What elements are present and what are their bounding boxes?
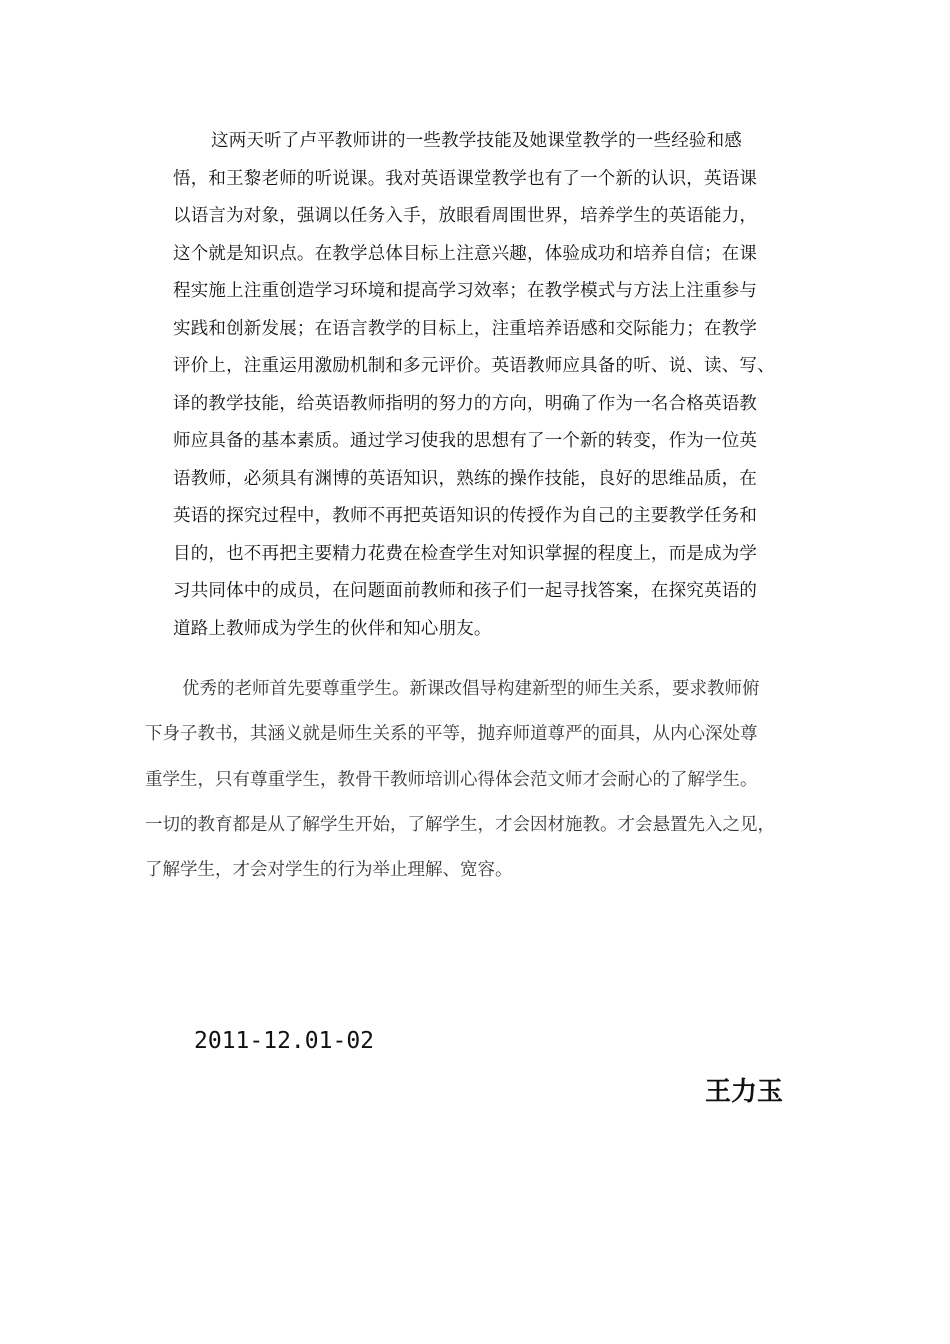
text-line: 这两天听了卢平教师讲的一些教学技能及她课堂教学的一些经验和感 xyxy=(211,131,742,151)
text-line: 英语的探究过程中，教师不再把英语知识的传授作为自己的主要教学任务和 xyxy=(173,506,758,526)
text-line: 这个就是知识点。在教学总体目标上注意兴趣，体验成功和培养自信；在课 xyxy=(173,243,758,264)
text-line: 程实施上注重创造学习环境和提高学习效率；在教学模式与方法上注重参与 xyxy=(173,281,758,301)
text-line: 以语言为对象，强调以任务入手，放眼看周围世界，培养学生的英语能力， xyxy=(173,206,758,226)
text-line: 目的，也不再把主要精力花费在检查学生对知识掌握的程度上，而是成为学 xyxy=(173,543,758,564)
text-line: 习共同体中的成员，在问题面前教师和孩子们一起寻找答案，在探究英语的 xyxy=(173,581,758,601)
text-line: 译的教学技能，给英语教师指明的努力的方向，明确了作为一名合格英语教 xyxy=(173,393,758,414)
text-line: 语教师，必须具有渊博的英语知识，熟练的操作技能，良好的思维品质，在 xyxy=(173,468,758,489)
text-line: 优秀的老师首先要尊重学生。新课改倡导构建新型的师生关系，要求教师俯 xyxy=(182,679,760,699)
text-line: 下身子教书，其涵义就是师生关系的平等，抛弃师道尊严的面具，从内心深处尊 xyxy=(145,724,758,745)
paragraph-respect-students xyxy=(145,674,825,900)
author-signature: 王力玉 xyxy=(705,1077,784,1107)
text-line: 实践和创新发展；在语言教学的目标上，注重培养语感和交际能力；在教学 xyxy=(173,318,758,339)
text-line: 了解学生，才会对学生的行为举止理解、宽容。 xyxy=(145,860,513,881)
text-line: 一切的教育都是从了解学生开始，了解学生，才会因材施教。才会悬置先入之见， xyxy=(145,814,775,835)
text-line: 道路上教师成为学生的伙伴和知心朋友。 xyxy=(173,618,492,639)
text-line: 师应具备的基本素质。通过学习使我的思想有了一个新的转变，作为一位英 xyxy=(173,431,758,451)
text-line: 重学生，只有尊重学生，教骨干教师培训心得体会范文师才会耐心的了解学生。 xyxy=(145,769,758,790)
document-date: 2011-12.01-02 xyxy=(194,1028,375,1054)
text-line: 评价上，注重运用激励机制和多元评价。英语教师应具备的听、说、读、写、 xyxy=(173,356,775,376)
text-line: 悟，和王黎老师的听说课。我对英语课堂教学也有了一个新的认识，英语课 xyxy=(173,168,758,189)
paragraph-reflection xyxy=(173,126,813,651)
